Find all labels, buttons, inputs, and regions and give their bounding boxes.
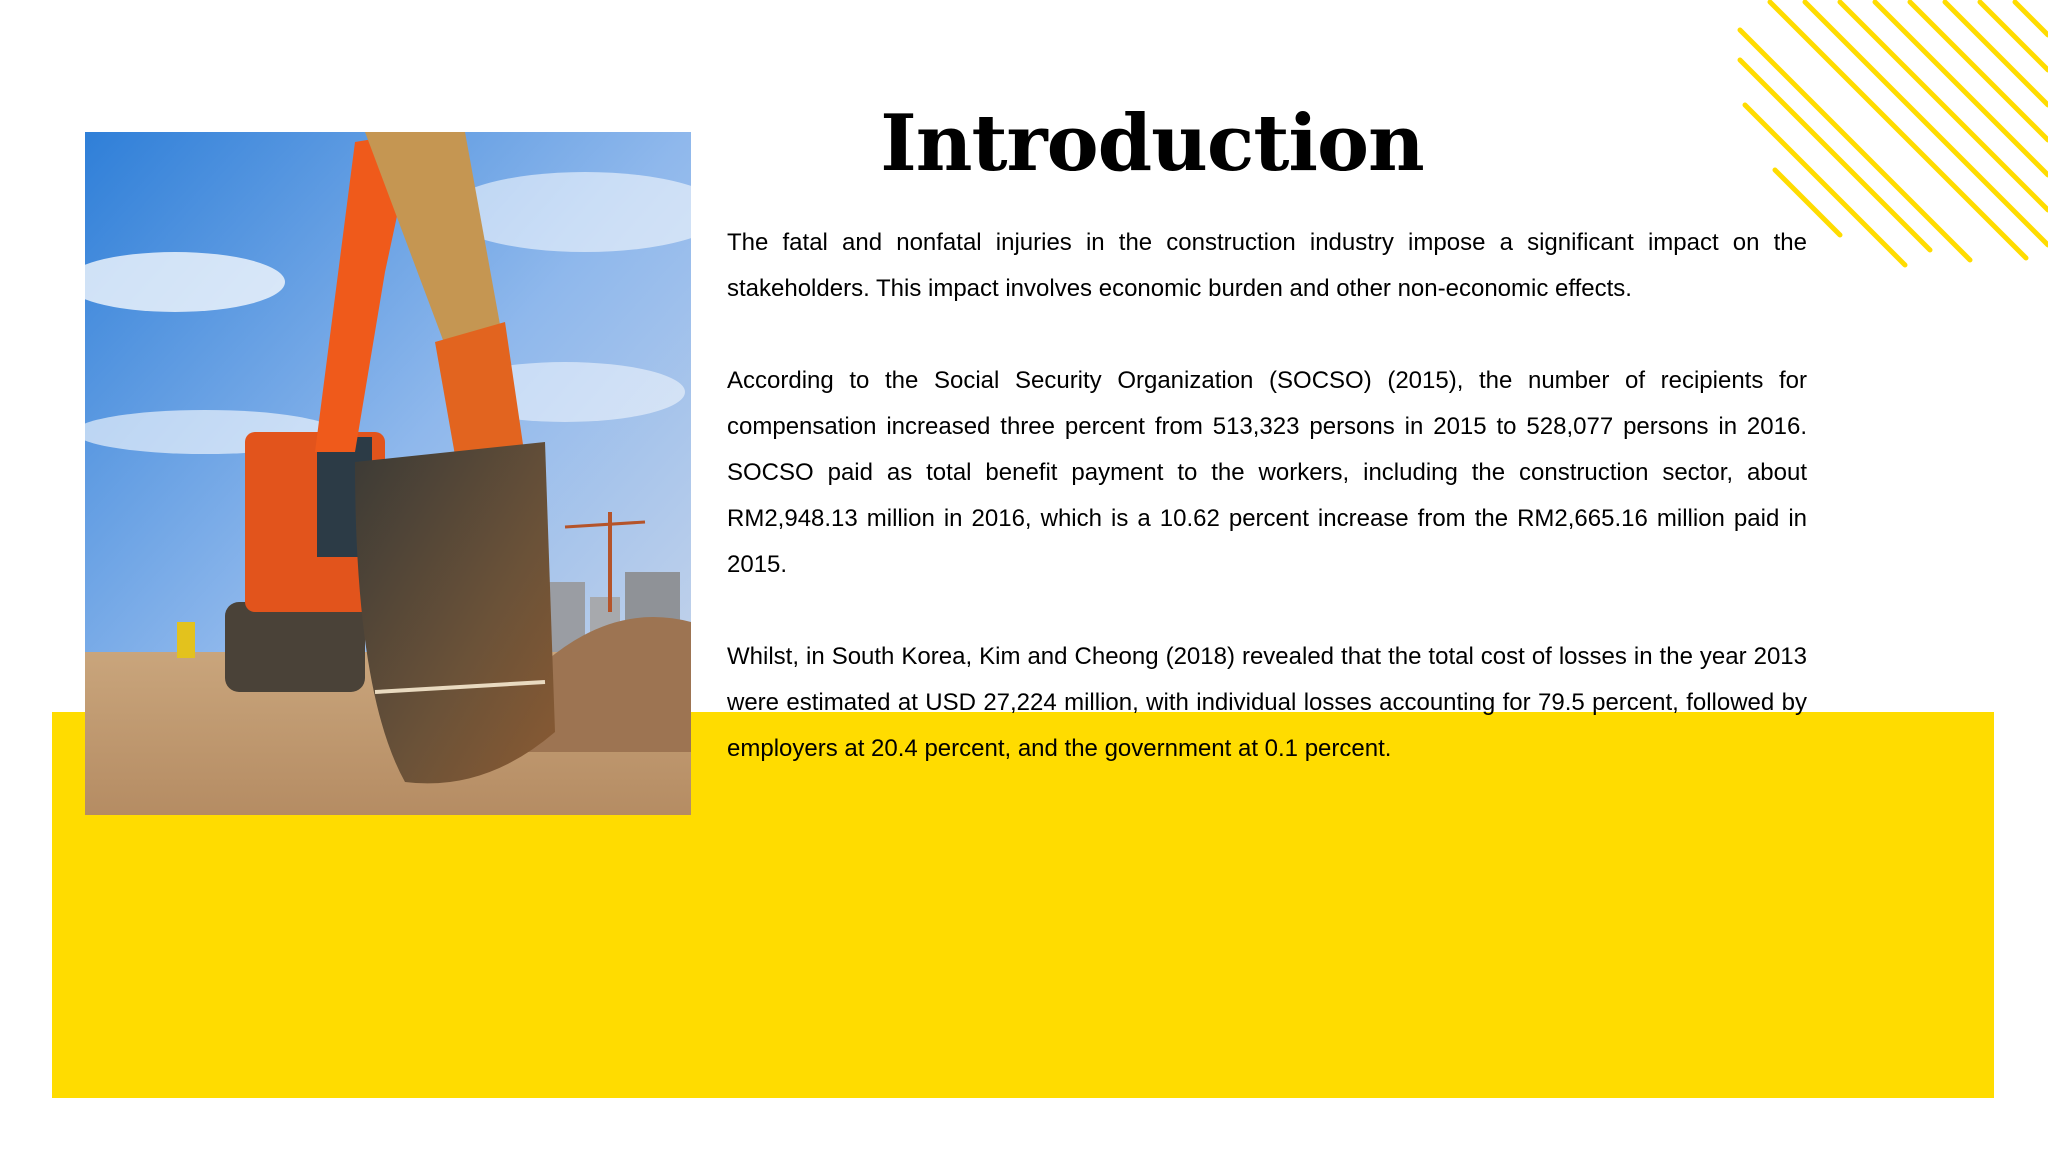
body-text [727, 220, 1807, 818]
paragraph-south-korea: Whilst, in South Korea, Kim and Cheong (2018) revealed that the total cost of losses in the year 2013 were estimated at USD 27,224 million, with individual losses accounting for 79.5 percent, followed by employers at 20.4 percent, and the government at 0.1 percent. [727, 643, 1807, 762]
slide-title: Introduction [880, 98, 1424, 189]
paragraph-socso: According to the Social Security Organization (SOCSO) (2015), the number of recipients for compensation increased three percent from 513,323 persons in 2015 to 528,077 persons in 2016. SOCSO paid as total benefit payment to the workers, including the construction sector, about RM2,948.13 million in 2016, which is a 10.62 percent increase from the RM2,665.16 million paid in 2015. [727, 367, 1807, 578]
excavator-photo [85, 132, 691, 815]
paragraph-intro: The fatal and nonfatal injuries in the construction industry impose a significant impact on the stakeholders. This impact involves economic burden and other non-economic effects. [727, 229, 1807, 302]
